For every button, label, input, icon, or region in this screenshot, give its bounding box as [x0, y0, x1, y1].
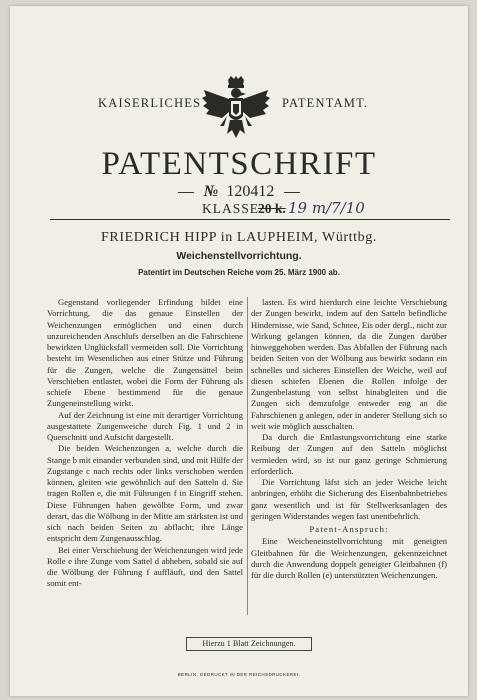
patent-page: [10, 6, 468, 696]
paragraph: Die beiden Weichenzungen a, welche durch die Stange b mit einander verbunden sind, und mit Hülfe der Zugstange c nach rechts oder links verschoben werden können, gleiten wie gewöhnlich auf den Satteln d. Sie tragen Rollen e, die mit Führungen f in Eingriff stehen. Diese Führungen haben gewölbte Form, und zwar derart, das die Wölbung in der Mitte am stärksten ist und sich nach beiden Seiten zu abflacht; ihre Länge entspricht dem Zungenausschlag.: [47, 443, 243, 544]
left-column: [47, 297, 243, 590]
claim-heading: Patent-Anspruch:: [309, 524, 389, 534]
patent-date-line: Patentirt im Deutschen Reiche vom 25. März 1900 ab.: [138, 268, 340, 277]
number-symbol: №: [203, 183, 219, 200]
invention-title: Weichenstellvorrichtung.: [176, 250, 302, 262]
office-name-left: KAISERLICHES: [98, 96, 202, 110]
inventor-line: FRIEDRICH HIPP in LAUPHEIM, Württbg.: [101, 230, 377, 245]
patent-number-line: [10, 183, 468, 201]
claim-text: Eine Weicheneinstellvorrichtung mit geneigten Gleitbahnen für die Weichenzungen, gekennzeichnet durch die Anwendung doppelt geneigter Gleitbahnen (f) für die durch Rollen (e) unterstützten Weichenzungen.: [251, 536, 447, 580]
right-dash: [284, 192, 300, 193]
paragraph: Gegenstand vorliegender Erfindung bildet eine Vorrichtung, die das genaue Einstellen der Weichenzungen ermöglichen und einen durch unzureichenden Anschlufs derselben an die Fahrschiene bewirkten Unglücksfall vermeiden soll. Die Vorrichtung besteht im Wesentlichen aus einer Stütze und Führung für die Zungen, welche die Zungensättel beim Verschieben entlastet, wobei die Form der Führung als schiefe Ebene bestimmend für die genaue Zungeneinstellung wirkt.: [47, 297, 243, 409]
class-handwritten-annotation: 19 m/7/10: [288, 199, 365, 217]
header-rule: [50, 219, 450, 220]
left-dash: [178, 192, 194, 193]
printer-imprint: BERLIN. GEDRUCKT IN DER REICHSDRUCKEREI.: [177, 672, 301, 677]
paragraph: Auf der Zeichnung ist eine mit derartiger Vorrichtung ausgestattete Zungenweiche durch Fig. 1 und 2 in Querschnitt und Aufsicht dargestellt.: [47, 409, 243, 442]
class-label: KLASSE: [202, 201, 260, 216]
column-separator: [247, 297, 248, 615]
paragraph: Bei einer Verschiebung der Weichenzungen wird jede Rolle e ihre Zunge vom Sattel d abheben, sobald sie auf die Wölbung der Führung f auffläuft, und den Sattel somit ent-: [47, 544, 243, 589]
paragraph: Da durch die Entlastungsvorrichtung eine starke Reibung der Zungen auf den Satteln möglichst vermieden wird, so ist nur ganz geringe Schmierung erforderlich.: [251, 432, 447, 476]
class-printed-value: 20 k.: [258, 201, 286, 216]
paragraph: lasten. Es wird hierdurch eine leichte Verschiebung der Zungen bewirkt, indem auf den Satteln befindliche Hindernisse, wie Sand, Schnee, Eis oder dergl., nicht zur Wirkung gelangen können, da die Zungen darüber hinweggehoben werden. Das Abfallen der Führung nach beiden Seiten von der Wölbung aus bewirkt sodann ein schnelles und sicheres Einstellen der Weiche, weil auf diesen schiefen Ebenen die Rollen infolge der Zungenbelastung von selbst hinabgleiten und die Zungen sich demzufolge entweder eng an die Fahrschienen g anlegen, oder in anderer Stellung sich so weit wie möglich ausschalten.: [251, 297, 447, 431]
paragraph: Die Vorrichtung läfst sich an jeder Weiche leicht anbringen, erhöht die Sicherung des Eisenbahnbetriebes ganz wesentlich und ist für Stellwerksanlagen des geringen Widerstandes wegen fast unentbehrlich.: [251, 477, 447, 521]
letterhead: [10, 76, 468, 136]
document-type: PATENTSCHRIFT: [101, 146, 377, 182]
right-column: [251, 297, 447, 581]
office-name-right: PATENTAMT.: [282, 96, 369, 110]
drawings-note: Hierzu 1 Blatt Zeichnungen.: [186, 637, 312, 651]
patent-number: 120412: [226, 183, 275, 200]
imperial-eagle-icon: [200, 76, 272, 142]
